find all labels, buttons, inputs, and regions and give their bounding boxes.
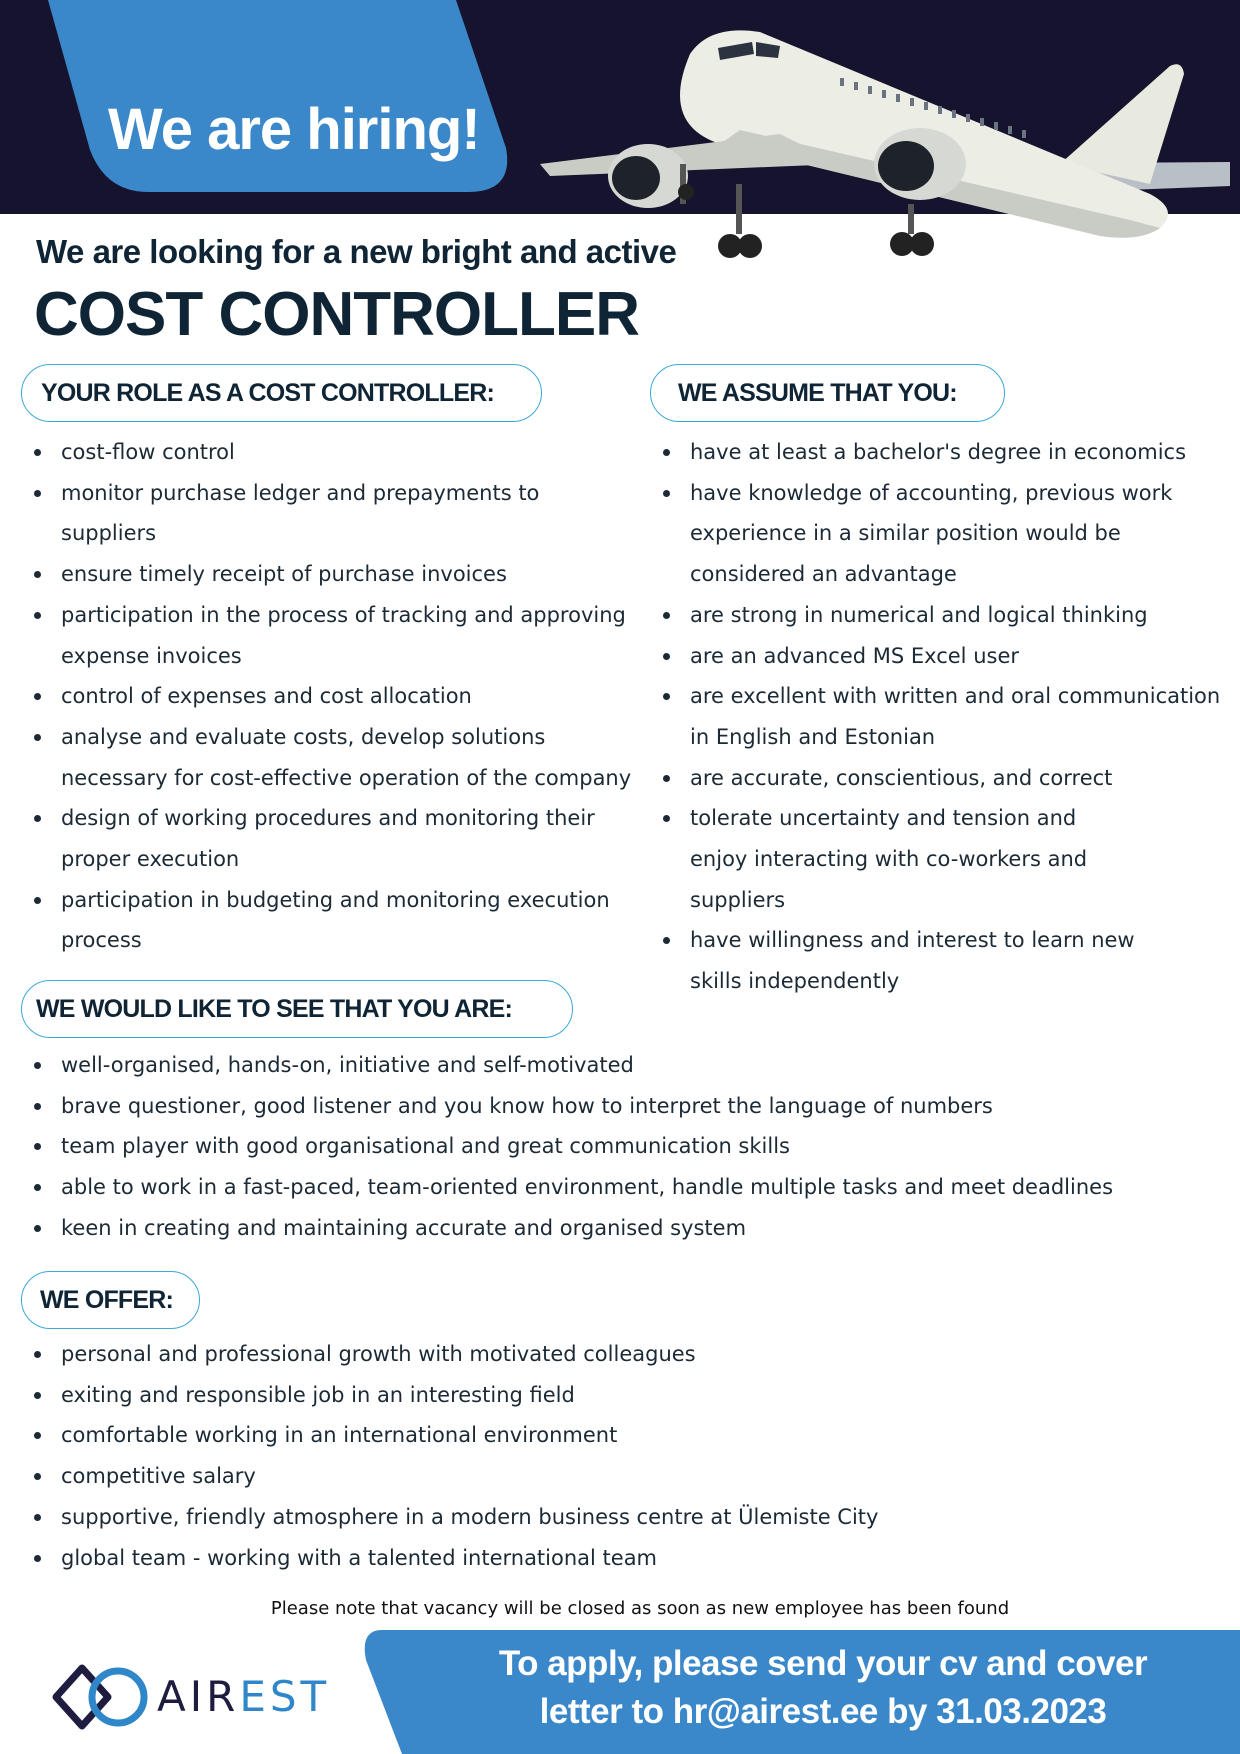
section-heading-offer-text: WE OFFER:: [40, 1285, 174, 1314]
section-heading-offer: [21, 1271, 200, 1329]
intro-subtitle: We are looking for a new bright and active: [36, 233, 677, 270]
section-heading-role-text: YOUR ROLE AS A COST CONTROLLER:: [41, 378, 494, 407]
list-item: have knowledge of accounting, previous work experience in a similar position would be considered an advantage: [650, 473, 1240, 595]
list-item: supportive, friendly atmosphere in a modern business centre at Ülemiste City: [21, 1497, 1231, 1538]
list-item: monitor purchase ledger and prepayments to suppliers: [21, 473, 641, 554]
list-item: able to work in a fast-paced, team-oriented environment, handle multiple tasks and meet deadlines: [21, 1167, 1231, 1208]
list-item: participation in the process of tracking and approving expense invoices: [21, 595, 639, 676]
logo-text-dark: AIR: [157, 1672, 240, 1721]
offer-list: [21, 1334, 1231, 1578]
list-item: analyse and evaluate costs, develop solutions necessary for cost-effective operation of the company: [21, 717, 641, 798]
section-heading-would-like-text: WE WOULD LIKE TO SEE THAT YOU ARE:: [36, 994, 513, 1023]
section-heading-role: [21, 364, 542, 422]
list-item: design of working procedures and monitoring their proper execution: [21, 798, 621, 879]
would-like-list: [21, 1045, 1231, 1249]
list-item: are excellent with written and oral communication in English and Estonian: [650, 676, 1240, 757]
apply-line-1: To apply, please send your cv and cover: [498, 1644, 1148, 1683]
list-item: tolerate uncertainty and tension and enjoy interacting with co-workers and suppliers: [650, 798, 1130, 920]
section-heading-assume-text: WE ASSUME THAT YOU:: [678, 378, 957, 407]
vacancy-note: Please note that vacancy will be closed as soon as new employee has been found: [270, 1598, 1010, 1619]
hiring-headline: We are hiring!: [108, 97, 480, 162]
list-item: are accurate, conscientious, and correct: [650, 758, 1240, 799]
list-item: cost-flow control: [21, 432, 641, 473]
logo-text-accent: EST: [239, 1672, 331, 1721]
apply-line-2: letter to hr@airest.ee by 31.03.2023: [539, 1692, 1107, 1731]
list-item: participation in budgeting and monitoring execution process: [21, 880, 629, 961]
list-item: global team - working with a talented international team: [21, 1538, 1231, 1579]
list-item: competitive salary: [21, 1456, 1231, 1497]
airest-logo-text: [157, 1672, 330, 1721]
apply-instructions: [430, 1640, 1216, 1736]
list-item: team player with good organisational and great communication skills: [21, 1126, 1231, 1167]
list-item: have at least a bachelor's degree in economics: [650, 432, 1240, 473]
list-item: personal and professional growth with motivated colleagues: [21, 1334, 1231, 1375]
list-item: well-organised, hands-on, initiative and self-motivated: [21, 1045, 1231, 1086]
list-item: exiting and responsible job in an interesting field: [21, 1375, 1231, 1416]
list-item: keen in creating and maintaining accurate and organised system: [21, 1208, 1231, 1249]
list-item: are an advanced MS Excel user: [650, 636, 1240, 677]
list-item: brave questioner, good listener and you know how to interpret the language of numbers: [21, 1086, 1231, 1127]
list-item: ensure timely receipt of purchase invoices: [21, 554, 641, 595]
section-heading-would-like: [21, 980, 573, 1038]
list-item: control of expenses and cost allocation: [21, 676, 641, 717]
list-item: are strong in numerical and logical thinking: [650, 595, 1240, 636]
list-item: comfortable working in an international environment: [21, 1415, 1231, 1456]
assume-list: [650, 432, 1240, 1002]
role-list: [21, 432, 641, 961]
section-heading-assume: [650, 364, 1005, 422]
list-item: have willingness and interest to learn new skills independently: [650, 920, 1190, 1001]
job-title: COST CONTROLLER: [34, 280, 639, 349]
